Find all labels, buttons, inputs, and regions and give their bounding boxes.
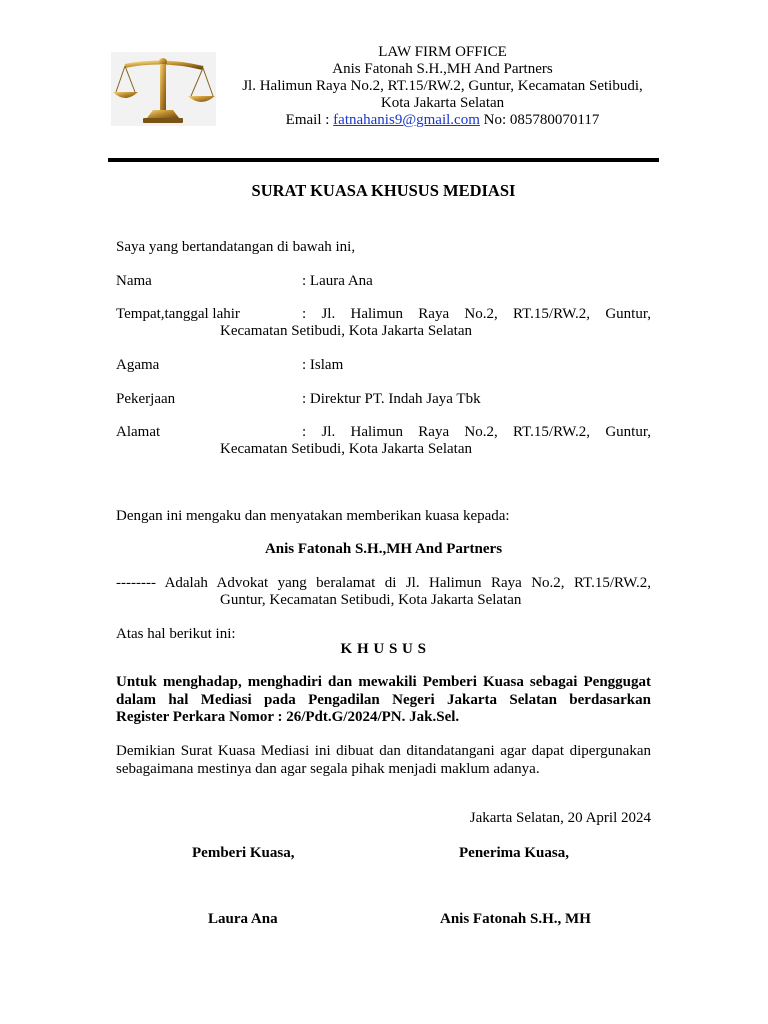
place-date: Jakarta Selatan, 20 April 2024 xyxy=(469,810,651,826)
scales-of-justice-icon xyxy=(111,52,216,126)
khusus-heading: K H U S U S xyxy=(340,641,427,657)
advocate-line2: Guntur, Kecamatan Setibudi, Kota Jakarta Selatan xyxy=(220,592,522,608)
receiver-name: Anis Fatonah S.H., MH xyxy=(440,911,591,927)
pekerjaan-label: Pekerjaan xyxy=(116,391,176,407)
giver-name: Laura Ana xyxy=(208,911,278,927)
closing-line2: sebagaimana mestinya dan agar segala pihak menjadi maklum adanya. xyxy=(116,760,540,777)
ttl-value-line1: : Jl. Halimun Raya No.2, RT.15/RW.2, Guntur, xyxy=(302,306,651,322)
giver-label: Pemberi Kuasa, xyxy=(192,845,295,861)
closing-paragraph xyxy=(116,743,651,778)
ttl-label: Tempat,tanggal lahir xyxy=(116,306,240,322)
purpose-line3: Register Perkara Nomor : 26/Pdt.G/2024/PN. Jak.Sel. xyxy=(116,709,460,725)
matters-intro: Atas hal berikut ini: xyxy=(116,626,236,642)
agama-value: : Islam xyxy=(302,357,344,373)
ttl-value-line2: Kecamatan Setibudi, Kota Jakarta Selatan xyxy=(220,323,472,339)
alamat-value-line1: : Jl. Halimun Raya No.2, RT.15/RW.2, Guntur, xyxy=(302,424,651,440)
firm-contact xyxy=(220,112,665,129)
nama-label: Nama xyxy=(116,273,152,289)
phone-label: No: xyxy=(479,112,510,128)
grant-statement: Dengan ini mengaku dan menyatakan memberikan kuasa kepada: xyxy=(116,508,510,524)
purpose-line2: dalam hal Mediasi pada Pengadilan Negeri Jakarta Selatan berdasarkan xyxy=(116,691,651,708)
nama-value: : Laura Ana xyxy=(302,273,373,289)
firm-address-line1: Jl. Halimun Raya No.2, RT.15/RW.2, Guntur, Kecamatan Setibudi, xyxy=(242,78,643,94)
firm-title: LAW FIRM OFFICE xyxy=(378,44,507,60)
email-link[interactable]: fatnahanis9@gmail.com xyxy=(333,112,480,128)
letterhead-divider xyxy=(108,158,659,162)
recipient-name: Anis Fatonah S.H.,MH And Partners xyxy=(264,541,503,557)
advocate-line1: -------- Adalah Advokat yang beralamat di Jl. Halimun Raya No.2, RT.15/RW.2, xyxy=(116,575,651,591)
firm-address-line2: Kota Jakarta Selatan xyxy=(380,95,505,111)
phone-number: 085780070117 xyxy=(509,112,600,128)
closing-line1: Demikian Surat Kuasa Mediasi ini dibuat dan ditandatangani agar dapat dipergunakan xyxy=(116,743,651,759)
alamat-label: Alamat xyxy=(116,424,161,440)
email-label: Email : xyxy=(285,112,334,128)
alamat-value-line2: Kecamatan Setibudi, Kota Jakarta Selatan xyxy=(220,441,472,457)
agama-label: Agama xyxy=(116,357,160,373)
purpose-paragraph xyxy=(116,674,651,727)
intro-text: Saya yang bertandatangan di bawah ini, xyxy=(116,239,356,255)
purpose-line1: Untuk menghadap, menghadiri dan mewakili Pemberi Kuasa sebagai Penggugat xyxy=(116,674,651,690)
document-title: SURAT KUASA KHUSUS MEDIASI xyxy=(251,181,516,200)
firm-name: Anis Fatonah S.H.,MH And Partners xyxy=(332,61,553,77)
receiver-label: Penerima Kuasa, xyxy=(459,845,569,861)
pekerjaan-value: : Direktur PT. Indah Jaya Tbk xyxy=(302,391,481,407)
